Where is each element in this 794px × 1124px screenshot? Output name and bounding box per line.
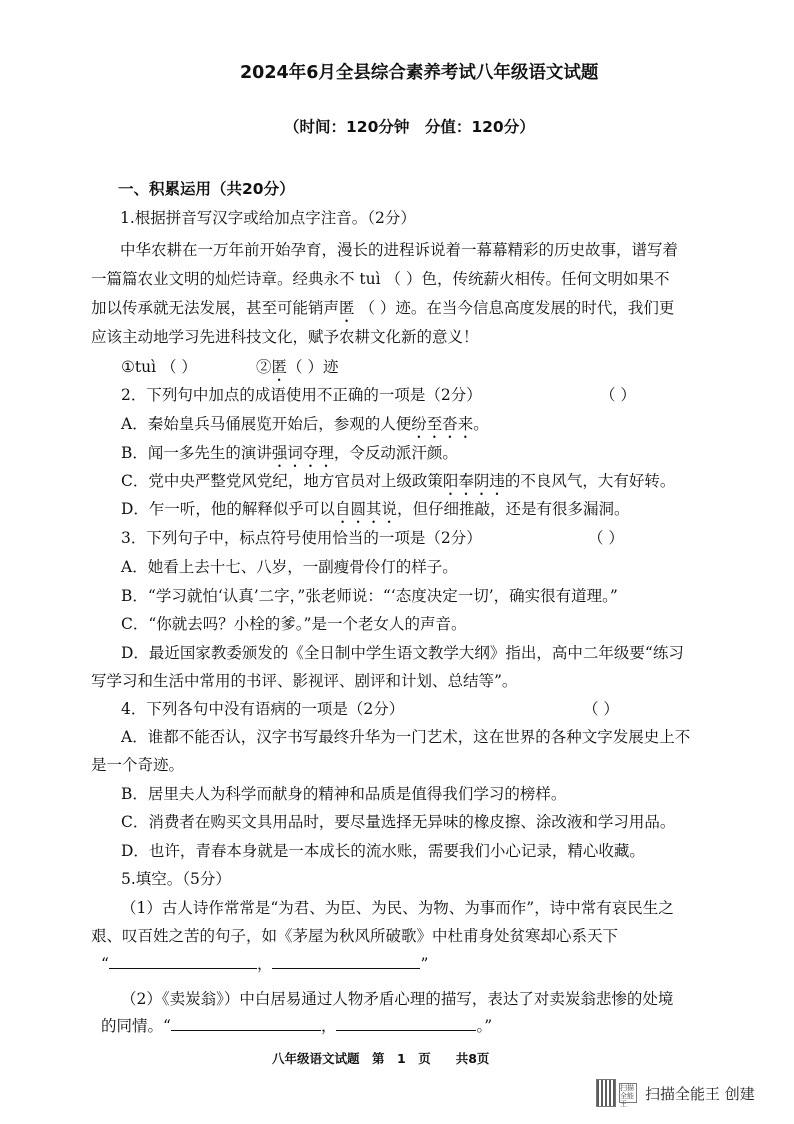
q4-option-a: A．谁都不能否认，汉字书写最终升华为一门艺术，这在世界的各种文字发展史上不 (121, 728, 691, 746)
section-heading: 一、积累运用（共20分） (118, 180, 295, 198)
q5-sub1-line: 艰、叹百姓之苦的句子，如《茅屋为秋风所破歌》中杜甫身处贫寒却心系天下 (91, 927, 619, 945)
q5-sub1-blanks (101, 954, 428, 974)
q1-answer-2 (256, 357, 338, 385)
dotted-idiom: 强词夺理 (271, 444, 334, 462)
exam-subtitle: （时间：120分钟 分值：120分） (284, 118, 535, 136)
q1-stem: 1.根据拼音写汉字或给加点字注音。（2分） (120, 209, 416, 227)
comma: ， (320, 1017, 337, 1035)
q1-passage-line: 应该主动地学习先进科技文化，赋予农耕文化新的意义！ (91, 328, 479, 346)
q4-answer-paren: （ ） (583, 700, 619, 718)
dotted-idiom: 纷至沓来 (411, 415, 474, 433)
dotted-idiom: 自圆其说 (334, 500, 397, 518)
q2-option-c (121, 471, 675, 499)
dotted-char: 匿 (271, 358, 288, 376)
q3-answer-paren: （ ） (588, 529, 624, 547)
text-span: （ ）迹 (287, 358, 339, 376)
qr-code-icon (596, 1079, 616, 1107)
answer-blank[interactable] (109, 954, 257, 969)
q4-option-d: D．也许，青春本身就是一本成长的流水账，需要我们小心记录，精心收藏。 (121, 842, 645, 860)
text-span: C．党中央严整党风党纪，地方官员对上级政策 (121, 472, 443, 490)
text-span: D．乍一听，他的解释似乎可以 (121, 500, 335, 518)
q1-passage-line: 一篇篇农业文明的灿烂诗章。经典永不 tuì （ ）色，传统薪火相传。任何文明如果不 (91, 270, 670, 288)
scanner-logo: 扫描全能王 (619, 1083, 637, 1103)
text-span: 。” (476, 1017, 493, 1035)
watermark-text: 扫描全能王 创建 (645, 1084, 755, 1103)
text-span: 的不良风气，大有好转。 (504, 472, 676, 490)
text-span: （ ）迹。在当今信息高度发展的时代，我们更 (354, 299, 675, 317)
text-span: 加以传承就无法发展，甚至可能销声 (91, 299, 340, 317)
q3-option-a: A．她看上去十七、八岁，一副瘦骨伶仃的样子。 (121, 558, 458, 576)
q3-option-c: C．“你就去吗？小栓的爹。”是一个老女人的声音。 (121, 615, 467, 633)
q4-option-a-cont: 是一个奇迹。 (91, 756, 185, 774)
page-footer: 八年级语文试题 第 1 页 共8页 (272, 1051, 490, 1066)
q4-option-c: C．消费者在购买文具用品时，要尽量选择无异味的橡皮擦、涂改液和学习用品。 (121, 813, 676, 831)
text-span: 的同情。“ (101, 1017, 171, 1035)
text-span: ，令反动派汗颜。 (333, 444, 458, 462)
q1-answer-1: ①tuì （ ） (121, 358, 197, 376)
q4-stem: 4．下列各句中没有语病的一项是（2分） (121, 700, 405, 718)
q2-option-a (121, 414, 489, 442)
q5-stem: 5.填空。（5分） (121, 870, 231, 888)
q4-option-b: B．居里夫人为科学而献身的精神和品质是值得我们学习的榜样。 (121, 785, 567, 803)
q1-passage-line (91, 298, 674, 326)
scanner-watermark (596, 1076, 771, 1110)
q3-option-d: D．最近国家教委颁发的《全日制中学生语文教学大纲》指出，高中二年级要“练习 (121, 644, 684, 662)
q2-answer-paren: （ ） (600, 386, 636, 404)
q2-stem: 2．下列句中加点的成语使用不正确的一项是（2分） (121, 386, 482, 404)
answer-blank[interactable] (272, 954, 420, 969)
quote-close: ” (420, 955, 429, 973)
text-span: ② (256, 358, 272, 376)
q5-sub2-blanks (101, 1016, 492, 1036)
quote-open: “ (101, 955, 109, 973)
dotted-char: 匿 (339, 299, 355, 317)
q2-option-d (121, 499, 629, 527)
text-span: B．闻一多先生的演讲 (121, 444, 272, 462)
q2-option-b (121, 443, 458, 471)
q1-passage-line: 中华农耕在一万年前开始孕育，漫长的进程诉说着一幕幕精彩的历史故事，谱写着 (120, 241, 679, 259)
q3-option-b: B．“学习就怕‘认真’二字，”张老师说：“‘态度决定一切’，确实很有道理。” (121, 587, 618, 605)
text-span: ，但仔细推敲，还是有很多漏洞。 (396, 500, 630, 518)
text-span: 。 (473, 415, 489, 433)
comma: ， (256, 955, 273, 973)
answer-blank[interactable] (171, 1016, 321, 1031)
dotted-idiom: 阳奉阴违 (442, 472, 505, 490)
q5-sub1-line: （1）古人诗作常常是“为君、为臣、为民、为物、为事而作”，诗中常有哀民生之 (121, 899, 674, 917)
text-span: A．秦始皇兵马俑展览开始后，参观的人便 (121, 415, 412, 433)
answer-blank[interactable] (336, 1016, 476, 1031)
q5-sub2-line: （2）《卖炭翁》）中白居易通过人物矛盾心理的描写，表达了对卖炭翁悲惨的处境 (121, 990, 674, 1008)
q3-option-d-cont: 写学习和生活中常用的书评、影视评、剧评和计划、总结等”。 (91, 672, 518, 690)
exam-title: 2024年6月全县综合素养考试八年级语文试题 (240, 63, 599, 83)
q3-stem: 3．下列句子中，标点符号使用恰当的一项是（2分） (121, 529, 482, 547)
